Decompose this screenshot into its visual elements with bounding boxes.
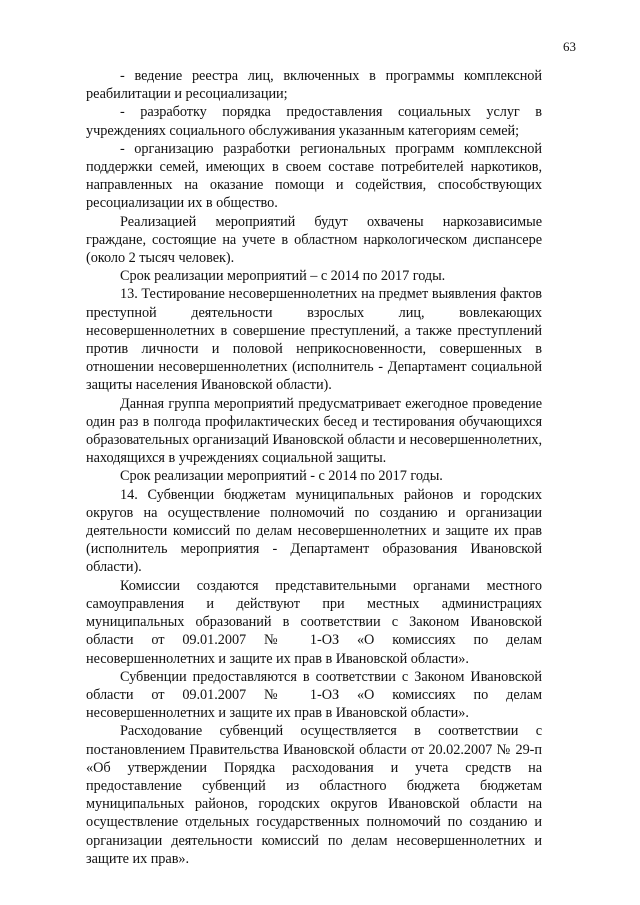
paragraph-spending: Расходование субвенций осуществляется в соответствии с постановлением Правительства Ивановской области от 20.02.2007 № 29-п «Об утверждении Порядка расходования и учета средств на предоставление субвенций из областного бюджета бюджетам муниципальных районов, городских округов Ивановской области на осуществление отдельных государственных полномочий по созданию и организации деятельности комиссий по делам несовершеннолетних и защите их прав». [86, 723, 542, 867]
paragraph-commissions: Комиссии создаются представительными органами местного самоуправления и действуют при местных администрациях муниципальных образований в соответствии с Законом Ивановской области от 09.01.2007 № 1-ОЗ «О комиссиях по делам несовершеннолетних и защите их прав в Ивановской области». [86, 577, 542, 667]
paragraph-coverage: Реализацией мероприятий будут охвачены наркозависимые граждане, состоящие на учете в областном наркологическом диспансере (около 2 тысяч человек). [86, 213, 542, 267]
paragraph-item-14: 14. Субвенции бюджетам муниципальных районов и городских округов на осуществление полномочий по созданию и организации деятельности комиссий по делам несовершеннолетних и защите их прав (исполнитель мероприятия - Департамент образования Ивановской области). [86, 486, 542, 576]
page-number: 63 [563, 39, 576, 54]
paragraph-testing-description: Данная группа мероприятий предусматривает ежегодное проведение один раз в полгода профилактических бесед и тестирования обучающихся образовательных организаций Ивановской области и несовершеннолетних, находящихся в учреждениях социальной защиты. [86, 395, 542, 467]
page-body [86, 67, 542, 868]
paragraph-term-2: Срок реализации мероприятий - с 2014 по 2017 годы. [120, 468, 443, 485]
paragraph-social-services-order: - разработку порядка предоставления социальных услуг в учреждениях социального обслуживания указанным категориям семей; [86, 104, 542, 139]
paragraph-item-13: 13. Тестирование несовершеннолетних на предмет выявления фактов преступной деятельности взрослых лиц, вовлекающих несовершеннолетних в совершение преступлений, а также преступлений против личности и половой неприкосновенности, совершенных в отношении несовершеннолетних (исполнитель - Департамент социальной защиты населения Ивановской области). [86, 286, 542, 394]
paragraph-registry: - ведение реестра лиц, включенных в программы комплексной реабилитации и ресоциализации; [86, 68, 542, 103]
paragraph-regional-programs: - организацию разработки региональных программ комплексной поддержки семей, имеющих в своем составе потребителей наркотиков, направленных на оказание помощи и содействия, способствующих ресоциализации их в общество. [86, 140, 542, 212]
paragraph-subventions: Субвенции предоставляются в соответствии с Законом Ивановской области от 09.01.2007 № 1-ОЗ «О комиссиях по делам несовершеннолетних и защите их прав в Ивановской области». [86, 668, 542, 722]
paragraph-term-1: Срок реализации мероприятий – с 2014 по 2017 годы. [120, 268, 446, 285]
